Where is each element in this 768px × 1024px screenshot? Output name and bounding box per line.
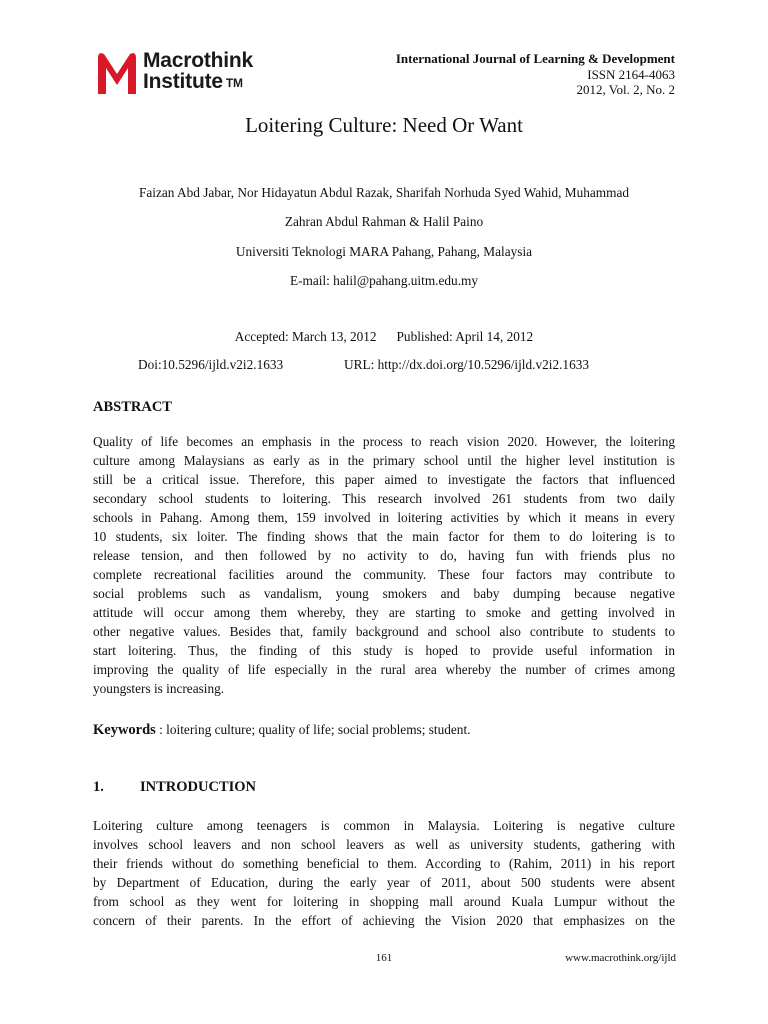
text-line: complete recreational facilities around the community. These four factors may contribute to [93, 567, 675, 582]
journal-info [396, 51, 675, 98]
keywords-label: Keywords [93, 722, 156, 738]
logo-wordmark [143, 50, 253, 92]
text-line: secondary school students to loitering. This research involved 261 students from two daily [93, 491, 675, 506]
text-line: culture among Malaysians as early as in the primary school until the higher level institution is [93, 453, 675, 468]
text-line: concern of their parents. In the effort of achieving the Vision 2020 that emphasizes on the [93, 913, 675, 928]
affiliation: Universiti Teknologi MARA Pahang, Pahang, Malaysia [235, 244, 533, 259]
footer-site[interactable]: www.macrothink.org/ijld [565, 952, 676, 964]
text-line: involves school leavers and non school leavers as well as university students, gathering with [93, 837, 675, 852]
publication-dates: Accepted: March 13, 2012 Published: April 14, 2012 [234, 329, 534, 344]
text-line: release tension, and then followed by no activity to do, having fun with friends plus no [93, 548, 675, 563]
introduction-body [93, 816, 675, 930]
text-line: start loitering. Thus, the finding of this study is hoped to provide useful information in [93, 643, 675, 658]
authors-line-1: Faizan Abd Jabar, Nor Hidayatun Abdul Razak, Sharifah Norhuda Syed Wahid, Muhammad [138, 185, 630, 200]
text-line: youngsters is increasing. [93, 681, 225, 696]
authors-line-2: Zahran Abdul Rahman & Halil Paino [284, 214, 484, 229]
text-line: schools in Pahang. Among them, 159 involved in loitering activities by which it means in every [93, 510, 675, 525]
journal-volume: 2012, Vol. 2, No. 2 [576, 82, 675, 97]
keywords [93, 722, 470, 739]
text-line: Loitering culture among teenagers is common in Malaysia. Loitering is negative culture [93, 818, 675, 833]
section-title: INTRODUCTION [140, 779, 257, 795]
text-line: their friends without do something beneficial to them. According to (Rahim, 2011) in his report [93, 856, 675, 871]
section-number: 1. [93, 779, 104, 795]
abstract-body [93, 432, 675, 698]
doi-url[interactable]: URL: http://dx.doi.org/10.5296/ijld.v2i2.1633 [344, 357, 590, 372]
abstract-heading: ABSTRACT [93, 399, 172, 415]
text-line: from school as they went for loitering in shopping mall around Kuala Lumpur without the [93, 894, 675, 909]
page-number: 161 [375, 952, 393, 964]
author-email: E-mail: halil@pahang.uitm.edu.my [289, 273, 479, 288]
keywords-text: : loitering culture; quality of life; social problems; student. [155, 722, 471, 737]
journal-name: International Journal of Learning & Development [395, 51, 675, 66]
doi: Doi:10.5296/ijld.v2i2.1633 [138, 357, 284, 372]
logo-line2: Institute [143, 70, 223, 93]
text-line: other negative values. Besides that, family background and school also contribute to students to [93, 624, 675, 639]
text-line: still be a critical issue. Therefore, this paper aimed to investigate the factors that influenced [93, 472, 675, 487]
logo-line1: Macrothink [143, 49, 254, 72]
journal-issn: ISSN 2164-4063 [587, 66, 675, 82]
text-line: attitude will occur among them whereby, they are starting to smoke and getting involved in [93, 605, 675, 620]
text-line: improving the quality of life especially in the rural area whereby the number of crimes among [93, 662, 675, 677]
text-line: social problems such as vandalism, young smokers and baby dumping because negative [93, 586, 675, 601]
paper-title: Loitering Culture: Need Or Want [245, 113, 523, 137]
publisher-logo [95, 48, 295, 98]
text-line: 10 students, six loiter. The finding shows that the main factor for them to do loitering is to [93, 529, 675, 544]
text-line: Quality of life becomes an emphasis in the process to reach vision 2020. However, the loitering [93, 434, 675, 449]
macrothink-m-icon [95, 48, 141, 96]
text-line: by Department of Education, during the early year of 2011, about 500 students were absent [93, 875, 675, 890]
trademark-symbol: TM [225, 76, 243, 90]
